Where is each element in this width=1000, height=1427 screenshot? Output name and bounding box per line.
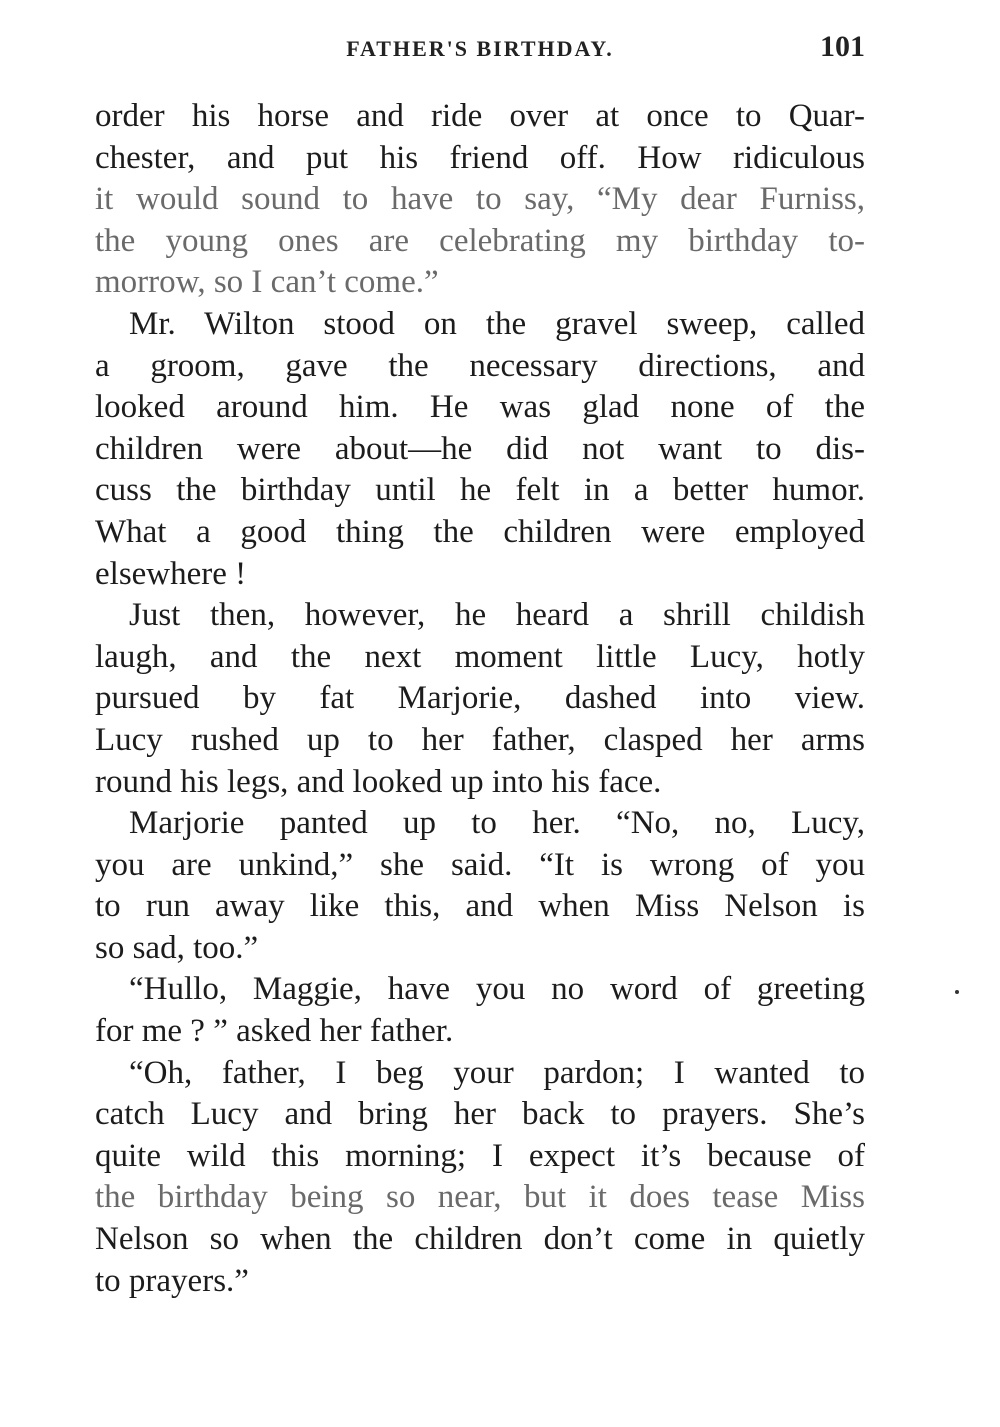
text-line: elsewhere ! xyxy=(95,555,247,592)
text-line: to prayers.” xyxy=(95,1262,249,1299)
text-line: pursued by fat Marjorie, dashed into view. xyxy=(95,680,865,717)
text-line: Mr. Wilton stood on the gravel sweep, called xyxy=(129,305,865,342)
text-line: it would sound to have to say, “My dear Furniss, xyxy=(95,181,865,218)
text-line: so sad, too.” xyxy=(95,929,259,966)
page-number: 101 xyxy=(820,30,865,63)
text-line: morrow, so I can’t come.” xyxy=(95,264,439,301)
text-line: Nelson so when the children don’t come in quietly xyxy=(95,1221,865,1258)
text-line: order his horse and ride over at once to Quar- xyxy=(95,98,865,134)
text-line: the birthday being so near, but it does tease Miss xyxy=(95,1179,865,1216)
running-title: FATHER'S BIRTHDAY. xyxy=(346,36,614,61)
text-line: round his legs, and looked up into his face. xyxy=(95,763,662,800)
ink-speck xyxy=(955,990,959,994)
text-line: you are unkind,” she said. “It is wrong of you xyxy=(95,846,865,883)
text-line: Marjorie panted up to her. “No, no, Lucy, xyxy=(129,805,865,842)
text-line: “Hullo, Maggie, have you no word of greeting xyxy=(129,971,865,1008)
text-line: What a good thing the children were employed xyxy=(95,513,865,550)
text-line: quite wild this morning; I expect it’s because of xyxy=(95,1137,865,1174)
text-line: for me ? ” asked her father. xyxy=(95,1013,454,1050)
text-line: Lucy rushed up to her father, clasped her arms xyxy=(95,721,865,758)
text-line: catch Lucy and bring her back to prayers. She’s xyxy=(95,1096,865,1133)
text-line: chester, and put his friend off. How ridiculous xyxy=(95,139,865,176)
text-line: the young ones are celebrating my birthday to- xyxy=(95,222,865,259)
text-line: to run away like this, and when Miss Nelson is xyxy=(95,888,865,925)
text-line: cuss the birthday until he felt in a better humor. xyxy=(95,472,865,509)
text-line: children were about—he did not want to dis- xyxy=(95,430,865,467)
running-header xyxy=(95,30,865,70)
text-line: a groom, gave the necessary directions, and xyxy=(95,347,865,384)
text-line: laugh, and the next moment little Lucy, hotly xyxy=(95,638,865,675)
body-text xyxy=(95,96,865,1302)
text-line: Just then, however, he heard a shrill childish xyxy=(129,597,865,634)
text-line: “Oh, father, I beg your pardon; I wanted to xyxy=(129,1054,865,1091)
text-line: looked around him. He was glad none of the xyxy=(95,389,865,426)
